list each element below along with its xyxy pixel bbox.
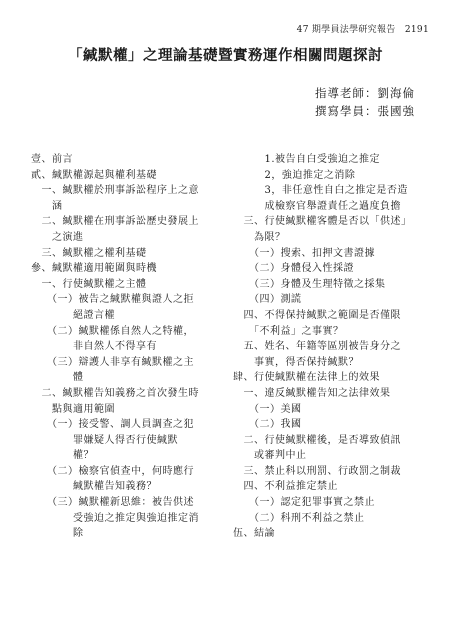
toc-line: 一、行使緘默權之主體 (31, 278, 147, 290)
toc-line: 體 (31, 372, 84, 384)
toc-line: 涵 (31, 200, 63, 212)
toc-line: 二、行使緘默權後，是否導致偵訊 (233, 434, 401, 446)
toc-line: （一）美國 (233, 403, 302, 415)
toc-line: （三）辯護人非享有緘默權之主 (31, 356, 194, 368)
toc-line: （二）檢察官偵查中，何時應行 (31, 465, 194, 477)
toc-left-column (31, 152, 221, 542)
toc-line: 五、姓名、年籍等區別被告身分之 (233, 341, 401, 353)
toc-line: 貳、緘默權源起與權利基礎 (31, 169, 157, 181)
toc-line: 緘默權告知義務？ (31, 481, 157, 493)
toc-line: 肆、行使緘默權在法律上的效果 (233, 372, 380, 384)
toc-line: 二、緘默權在刑事訴訟歷史發展上 (31, 216, 199, 228)
toc-line: 之演進 (31, 231, 84, 243)
toc-line: （三）緘默權新思維：被告供述 (31, 497, 194, 509)
toc-line: 受強迫之推定與強迫推定消 (31, 512, 199, 524)
toc-line: （三）身體及生理特徵之採集 (233, 278, 386, 290)
toc-line: 點與適用範圍 (31, 403, 115, 415)
paper-title: 「緘默權」之理論基礎暨實務運作相關問題探討 (68, 47, 383, 64)
toc-line: 參、緘默權適用範圍與時機 (31, 263, 157, 275)
toc-line: 事實，得否保持緘默？ (233, 356, 359, 368)
author-block (315, 85, 415, 120)
toc-line: 一、緘默權於刑事訴訟程序上之意 (31, 185, 199, 197)
toc-line: 四、不得保持緘默之範圍是否僅限 (233, 309, 401, 321)
toc-line: 壹、前言 (31, 154, 73, 165)
toc-line: 3，非任意性自白之推定是否造 (233, 185, 408, 197)
toc-line: （二）我國 (233, 419, 302, 431)
toc-line: （一）被告之緘默權與證人之拒 (31, 294, 194, 306)
toc-right-column (233, 152, 433, 542)
toc-line: 1.被告自白受強迫之推定 (233, 154, 381, 165)
toc-line: 除 (31, 528, 84, 540)
toc-line: （四）測謊 (233, 294, 302, 306)
toc-line: 三、行使緘默權客體是否以「供述」 (233, 216, 412, 228)
toc-line: 成檢察官舉證責任之過度負擔 (233, 200, 401, 212)
toc-line: 一、違反緘默權告知之法律效果 (233, 387, 391, 399)
advisor-line: 指導老師：劉海倫 (315, 86, 415, 100)
toc-line: 為限？ (233, 231, 286, 243)
toc-line: 絕證言權 (31, 309, 115, 321)
page-header: 47 期學員法學研究報告 2191 (296, 25, 429, 35)
toc-line: 「不利益」之事實？ (233, 325, 344, 337)
toc-line: （一）搜索、扣押文書證據 (233, 247, 375, 259)
toc-line: （二）身體侵入性採證 (233, 263, 354, 275)
toc-line: 非自然人不得享有 (31, 341, 157, 353)
toc-line: 二、緘默權告知義務之首次發生時 (31, 387, 199, 399)
toc-line: 三、緘默權之權利基礎 (31, 247, 147, 259)
toc-line: （一）接受警、調人員調查之犯 (31, 419, 194, 431)
toc-line: 權？ (31, 450, 94, 462)
toc-line: （二）科刑不利益之禁止 (233, 512, 365, 524)
toc-line: 伍、結論 (233, 528, 275, 540)
toc-line: 四、不利益推定禁止 (233, 481, 338, 493)
toc-line: （一）認定犯罪事實之禁止 (233, 497, 375, 509)
toc-line: 2，強迫推定之消除 (233, 169, 356, 181)
toc-line: 三、禁止科以刑罰、行政罰之制裁 (233, 465, 401, 477)
toc-line: 罪嫌疑人得否行使緘默 (31, 434, 178, 446)
toc-line: 或審判中止 (233, 450, 307, 462)
author-line: 撰寫學員：張國強 (315, 103, 415, 118)
toc-line: （二）緘默權係自然人之特權， (31, 325, 194, 337)
